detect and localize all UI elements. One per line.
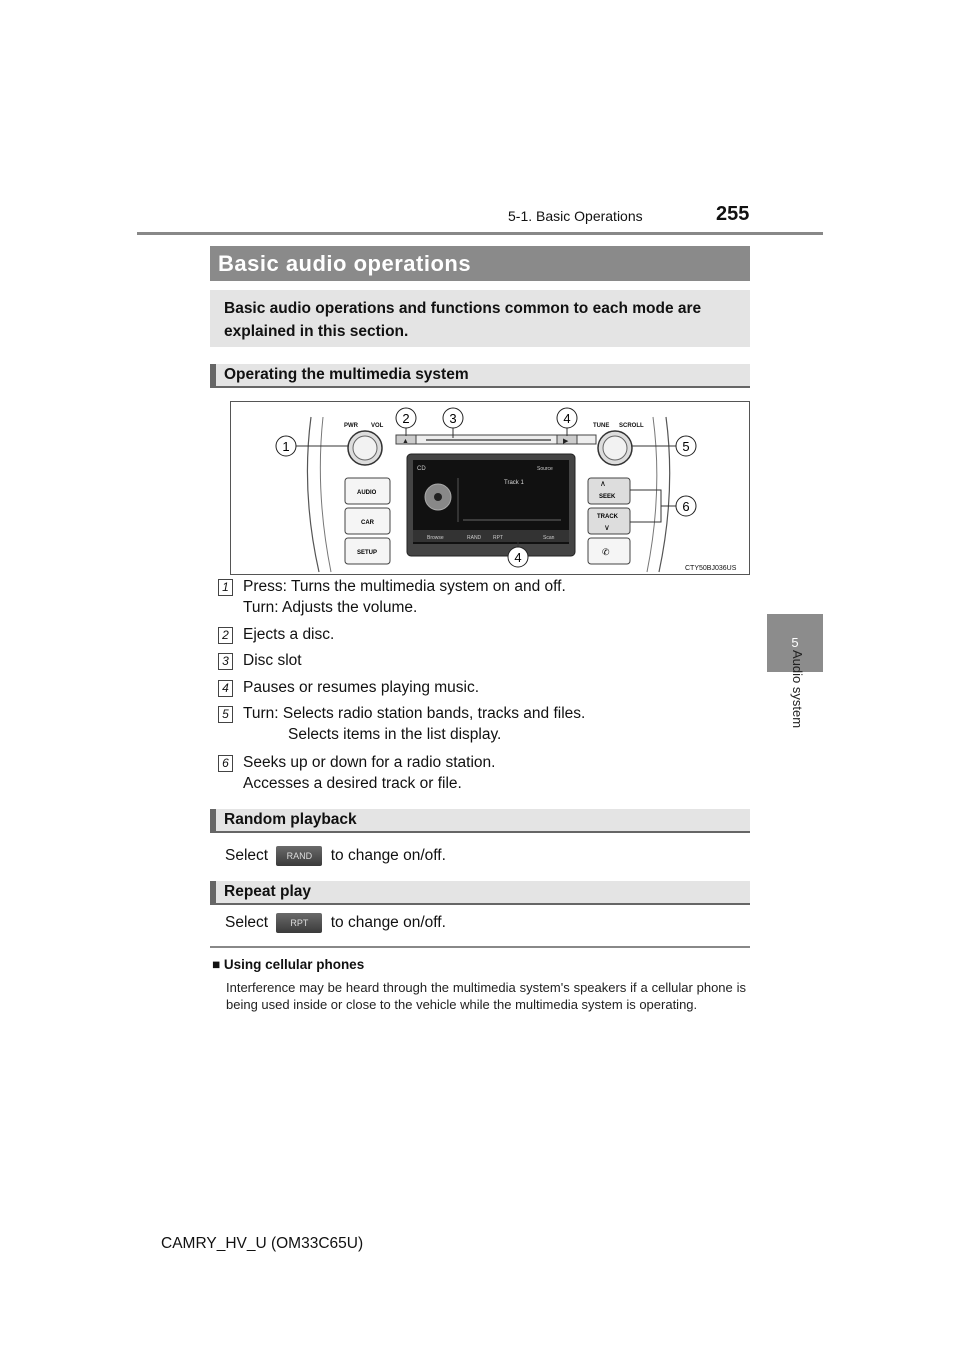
- item-5-line-1: Turn: Selects radio station bands, tracks and files.: [243, 705, 586, 722]
- subheading-random-text: Random playback: [224, 811, 357, 828]
- random-after-text: to change on/off.: [330, 847, 446, 865]
- item-number-6: 6: [218, 755, 233, 772]
- item-number-1: 1: [218, 579, 233, 596]
- svg-text:SETUP: SETUP: [357, 550, 378, 556]
- item-number-5: 5: [218, 706, 233, 723]
- section-header: 5-1. Basic Operations: [508, 208, 643, 224]
- svg-text:RPT: RPT: [493, 535, 503, 541]
- item-1-line-1: Press: Turns the multimedia system on and off.: [243, 578, 566, 595]
- svg-text:VOL: VOL: [371, 423, 384, 429]
- rpt-button-image: RPT: [276, 913, 322, 933]
- svg-text:RAND: RAND: [467, 535, 482, 541]
- footer-model-code: CAMRY_HV_U (OM33C65U): [161, 1235, 364, 1252]
- svg-text:CD: CD: [417, 466, 426, 472]
- svg-text:1: 1: [282, 439, 290, 454]
- item-number-3: 3: [218, 653, 233, 670]
- svg-text:Scan: Scan: [543, 535, 555, 541]
- item-3-text: Disc slot: [243, 652, 302, 669]
- svg-text:TUNE: TUNE: [593, 423, 610, 429]
- item-1-text: [243, 576, 566, 618]
- item-5-text: [243, 703, 585, 745]
- svg-text:▲: ▲: [402, 438, 409, 445]
- item-5-line-2: Selects items in the list display.: [288, 726, 502, 743]
- svg-text:5: 5: [682, 439, 690, 454]
- svg-text:TRACK: TRACK: [597, 514, 618, 520]
- svg-text:∨: ∨: [604, 523, 610, 532]
- head-unit-illustration: [231, 402, 749, 574]
- svg-text:CTY50BJ036US: CTY50BJ036US: [685, 565, 737, 572]
- repeat-select-word: Select: [225, 914, 269, 932]
- repeat-instruction: [225, 913, 446, 933]
- svg-text:▶: ▶: [563, 438, 569, 445]
- svg-text:CAR: CAR: [361, 520, 374, 526]
- svg-text:2: 2: [402, 411, 410, 426]
- note-heading-text: Using cellular phones: [223, 957, 365, 972]
- page-number: 255: [716, 203, 750, 225]
- item-4-text: Pauses or resumes playing music.: [243, 679, 480, 696]
- subheading-random: [210, 809, 750, 833]
- note-heading: [212, 957, 364, 972]
- svg-text:AUDIO: AUDIO: [357, 490, 377, 496]
- svg-text:PWR: PWR: [344, 423, 358, 429]
- subheading-repeat: [210, 881, 750, 905]
- random-select-word: Select: [225, 847, 269, 865]
- svg-text:3: 3: [449, 411, 457, 426]
- svg-text:Track 1: Track 1: [504, 480, 524, 486]
- repeat-after-text: to change on/off.: [330, 914, 446, 932]
- item-6-text: [243, 752, 495, 794]
- intro-text: Basic audio operations and functions common to each mode are explained in this section.: [224, 300, 702, 340]
- subheading-repeat-text: Repeat play: [224, 883, 312, 900]
- chapter-tab: 5: [767, 614, 823, 672]
- svg-text:SEEK: SEEK: [599, 494, 616, 500]
- svg-text:SCROLL: SCROLL: [619, 423, 644, 429]
- random-instruction: [225, 846, 446, 866]
- head-unit-figure: [230, 401, 750, 575]
- note-body: Interference may be heard through the multimedia system's speakers if a cellular phone is being used inside or close to the vehicle while the multimedia system is operating.: [226, 980, 746, 1012]
- rand-button-image: RAND: [276, 846, 322, 866]
- item-6-line-1: Seeks up or down for a radio station.: [243, 754, 496, 771]
- svg-text:✆: ✆: [602, 547, 610, 557]
- svg-text:6: 6: [682, 499, 690, 514]
- svg-text:4: 4: [514, 550, 522, 565]
- svg-text:Browse: Browse: [427, 535, 444, 541]
- note-divider: [210, 946, 750, 948]
- item-number-4: 4: [218, 680, 233, 697]
- item-number-2: 2: [218, 627, 233, 644]
- svg-text:4: 4: [563, 411, 571, 426]
- page-title: Basic audio operations: [218, 251, 472, 276]
- item-6-line-2: Accesses a desired track or file.: [243, 775, 462, 792]
- svg-text:Source: Source: [537, 466, 553, 472]
- chapter-label: Audio system: [790, 650, 805, 729]
- svg-text:∧: ∧: [600, 479, 606, 488]
- header-divider: [137, 232, 823, 235]
- subheading-operating: [210, 364, 750, 388]
- note-square-icon: ■: [212, 957, 221, 972]
- item-1-line-2: Turn: Adjusts the volume.: [243, 599, 418, 616]
- item-2-text: Ejects a disc.: [243, 626, 335, 643]
- subheading-operating-text: Operating the multimedia system: [224, 366, 469, 383]
